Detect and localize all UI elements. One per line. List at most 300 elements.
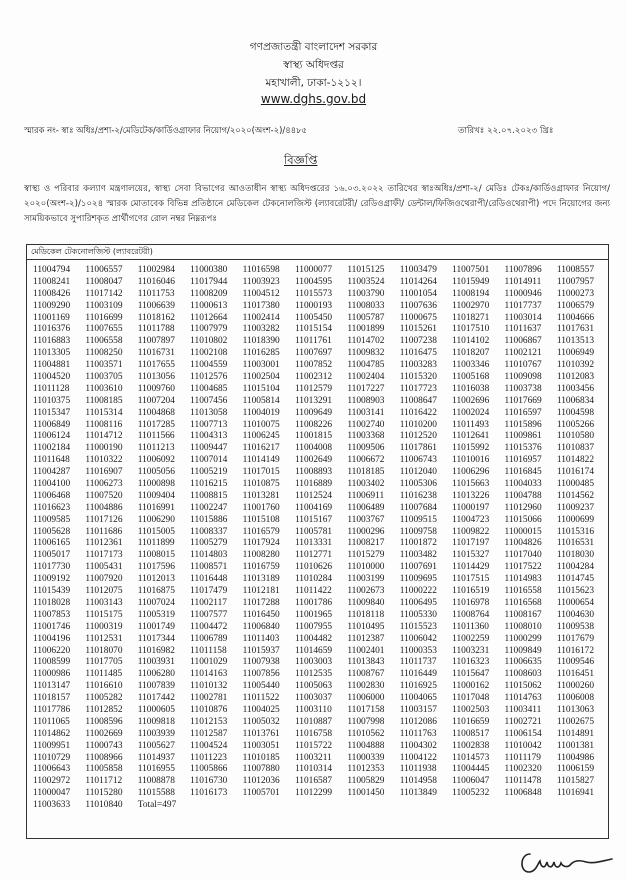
roll-number: 11012086 — [399, 716, 437, 727]
roll-number: 11004482 — [294, 633, 333, 644]
roll-number: 11010626 — [294, 562, 333, 573]
roll-number: 11000380 — [190, 265, 228, 275]
roll-number: 11007636 — [399, 300, 437, 311]
roll-number: 11001965 — [294, 609, 333, 620]
roll-number: 11012520 — [399, 431, 437, 442]
roll-number: 11017126 — [85, 514, 123, 525]
roll-number: 11006008 — [556, 693, 595, 704]
roll-number: 11004100 — [33, 479, 71, 490]
roll-number: 11011213 — [137, 443, 175, 454]
roll-number: 11016422 — [399, 407, 437, 418]
roll-number: 11009695 — [399, 574, 437, 585]
roll-number: 11001786 — [294, 597, 333, 608]
roll-number: 11016558 — [504, 586, 542, 597]
roll-number: 11007577 — [190, 609, 228, 620]
roll-number: 11004284 — [556, 562, 595, 573]
roll-number: 11013281 — [242, 490, 280, 501]
roll-number: 11001749 — [137, 621, 175, 632]
roll-number: 11008337 — [190, 526, 228, 537]
roll-number: 11002401 — [347, 645, 385, 656]
roll-number: 11008217 — [347, 538, 385, 549]
roll-number: 11017705 — [85, 657, 123, 668]
roll-number: 11008015 — [137, 550, 175, 561]
roll-number: 11006296 — [452, 467, 490, 478]
roll-number: 11016730 — [190, 776, 228, 787]
roll-number: 11017730 — [33, 562, 71, 573]
roll-number: 11016597 — [504, 407, 542, 418]
roll-number: 11018157 — [33, 693, 71, 704]
roll-number: 11003051 — [242, 740, 280, 751]
roll-number: 11014163 — [190, 669, 228, 680]
roll-number: 11010887 — [294, 716, 333, 727]
roll-number: 11007897 — [137, 336, 175, 347]
roll-number: 11005063 — [294, 681, 333, 692]
roll-number: 11002669 — [85, 728, 123, 739]
roll-number: 11017048 — [452, 693, 490, 704]
roll-number: 11011712 — [85, 776, 123, 787]
roll-number: 11017655 — [137, 360, 175, 371]
roll-number: 11006000 — [347, 693, 385, 704]
roll-number: 11000986 — [33, 669, 71, 680]
roll-number: 11000047 — [33, 788, 71, 799]
roll-number: 11017142 — [85, 288, 123, 299]
roll-number: 11009832 — [347, 348, 385, 359]
roll-number: 11006124 — [33, 431, 71, 442]
roll-number: 11012013 — [137, 574, 175, 585]
roll-number: 11008116 — [85, 419, 123, 430]
roll-number: 11006092 — [137, 455, 175, 466]
roll-number: 11010016 — [452, 455, 490, 466]
roll-number: 11008966 — [85, 752, 123, 763]
roll-number: 11000353 — [399, 645, 437, 656]
roll-number: 11010185 — [242, 752, 280, 763]
roll-number: 11016531 — [556, 538, 595, 549]
roll-number: 11016376 — [33, 324, 71, 335]
roll-number: 11016568 — [504, 597, 542, 608]
roll-number: 11018030 — [556, 550, 595, 561]
roll-number: 11004524 — [190, 740, 228, 751]
roll-number: 11010392 — [556, 360, 595, 371]
roll-number: 11013843 — [347, 657, 385, 668]
roll-number: 11014911 — [504, 276, 542, 287]
roll-number: 11002984 — [137, 265, 175, 275]
roll-number: 11007456 — [190, 395, 228, 406]
roll-number: 11004025 — [242, 704, 280, 715]
roll-number: 11001899 — [347, 324, 385, 335]
roll-number: 11004794 — [33, 265, 71, 275]
roll-number: 11002259 — [452, 633, 490, 644]
roll-number: 11007684 — [399, 502, 437, 513]
roll-number: 11014264 — [399, 276, 437, 287]
roll-number: 11015154 — [294, 324, 333, 335]
roll-number: 11001054 — [399, 288, 437, 299]
roll-number: 11009447 — [190, 443, 228, 454]
roll-number: 11015108 — [242, 514, 280, 525]
roll-number: 11005829 — [347, 776, 385, 787]
roll-number: 11017679 — [556, 633, 595, 644]
roll-number: 11002117 — [190, 597, 227, 608]
roll-number: 11003001 — [242, 360, 280, 371]
roll-number: 11016875 — [137, 586, 175, 597]
roll-number: 11000015 — [504, 526, 542, 537]
roll-number: 11013305 — [33, 348, 71, 359]
roll-number-table — [26, 244, 609, 839]
roll-number: 11003738 — [504, 383, 542, 394]
roll-number: 11007938 — [242, 657, 280, 668]
memo-date: তারিখঃ ২২.০৭.২০২৩ খ্রিঃ — [458, 126, 554, 136]
roll-number: 11002675 — [556, 716, 595, 727]
roll-number: 11017737 — [504, 300, 542, 311]
roll-number: 11006159 — [556, 764, 595, 775]
roll-number: 11007880 — [242, 764, 280, 775]
roll-number: 11003143 — [85, 597, 123, 608]
roll-number: 11009760 — [137, 383, 175, 394]
roll-number: 11006635 — [504, 657, 542, 668]
roll-number: 11016448 — [190, 574, 228, 585]
roll-number: 11005266 — [556, 419, 595, 430]
roll-number: 11016759 — [242, 562, 280, 573]
roll-number: 11016610 — [85, 681, 123, 692]
roll-number: 11007853 — [33, 609, 71, 620]
roll-number: 11009192 — [33, 574, 71, 585]
roll-number: 11005232 — [452, 788, 490, 799]
roll-number: 11014803 — [190, 550, 228, 561]
roll-number: 11007856 — [242, 669, 280, 680]
header-website-link[interactable]: www.dghs.gov.bd — [260, 92, 367, 106]
roll-number: 11012531 — [85, 633, 123, 644]
roll-number: 11011637 — [504, 324, 542, 335]
roll-number: 11001746 — [33, 621, 71, 632]
roll-number: 11004019 — [242, 407, 280, 418]
roll-number: 11009237 — [556, 502, 595, 513]
roll-number: 11005017 — [33, 550, 71, 561]
roll-number: 11002970 — [452, 300, 490, 311]
roll-number: 11015280 — [85, 788, 123, 799]
roll-number: 11017285 — [137, 419, 175, 430]
roll-number: 11000898 — [137, 479, 175, 490]
roll-number: 11007713 — [190, 419, 228, 430]
roll-number: 11008764 — [452, 609, 490, 620]
roll-number: 11009840 — [347, 597, 385, 608]
roll-number: 11001872 — [399, 538, 437, 549]
roll-number: 11010284 — [294, 574, 333, 585]
roll-number: 11015573 — [294, 288, 333, 299]
roll-number: 11006643 — [33, 764, 71, 775]
roll-number: 11016449 — [399, 669, 437, 680]
roll-number: 11004559 — [190, 360, 228, 371]
roll-number: 11008194 — [452, 288, 490, 299]
roll-number: 11004169 — [294, 502, 333, 513]
roll-number: 11003705 — [85, 372, 123, 383]
roll-number: 11000197 — [452, 502, 490, 513]
roll-number: 11011478 — [504, 776, 542, 787]
roll-number: 11015663 — [452, 479, 490, 490]
roll-number: 11004868 — [137, 407, 175, 418]
roll-number: 11016982 — [137, 645, 175, 656]
roll-number: 11002404 — [347, 372, 385, 383]
roll-number: 11008426 — [33, 288, 71, 299]
roll-number: 11015175 — [85, 609, 123, 620]
roll-number: 11013147 — [33, 681, 71, 692]
roll-number: 11002721 — [504, 716, 542, 727]
roll-number: 11003633 — [33, 800, 71, 811]
roll-number: 11000743 — [85, 740, 123, 751]
roll-number: 11013063 — [556, 704, 595, 715]
roll-number: 11003003 — [294, 657, 333, 668]
roll-number: 11009818 — [137, 716, 175, 727]
roll-number: 11009546 — [556, 657, 595, 668]
roll-number: 11014562 — [556, 490, 595, 501]
roll-number: 11005628 — [33, 526, 71, 537]
roll-number: 11005858 — [85, 764, 123, 775]
roll-number: 11006579 — [556, 300, 595, 311]
roll-number: 11010322 — [85, 455, 123, 466]
roll-number: 11012299 — [294, 788, 333, 799]
roll-number: 11015588 — [137, 788, 175, 799]
roll-number: 11014983 — [504, 574, 542, 585]
roll-number: 11010200 — [399, 419, 437, 430]
roll-number: 11007839 — [137, 681, 175, 692]
roll-number: 11016699 — [85, 312, 123, 323]
roll-number: 11015647 — [452, 669, 490, 680]
roll-number: 11010837 — [556, 443, 595, 454]
roll-number: 11000654 — [556, 597, 595, 608]
roll-number: 11008767 — [347, 669, 385, 680]
roll-number: 11005440 — [242, 681, 280, 692]
roll-number: 11001029 — [190, 657, 228, 668]
roll-number: 11018207 — [452, 348, 490, 359]
roll-number: 11000605 — [137, 704, 175, 715]
roll-number: 11004008 — [294, 443, 333, 454]
roll-number: 11012387 — [347, 633, 385, 644]
roll-number: 11016941 — [556, 788, 595, 799]
roll-number: 11015279 — [347, 550, 385, 561]
roll-number: 11001760 — [242, 502, 280, 513]
roll-number: 11003790 — [347, 288, 385, 299]
roll-number: 11003479 — [399, 265, 437, 275]
roll-number: 11008047 — [85, 276, 123, 287]
roll-number: 11003402 — [347, 479, 385, 490]
roll-number: 11011938 — [399, 764, 437, 775]
roll-number: 11003368 — [347, 431, 385, 442]
roll-number: 11011065 — [33, 716, 70, 727]
roll-number: 11003931 — [137, 657, 175, 668]
roll-number: 11015261 — [399, 324, 437, 335]
roll-number: 11006848 — [504, 788, 542, 799]
roll-number: 11017631 — [556, 324, 595, 335]
roll-number: 11010802 — [190, 336, 228, 347]
roll-number: 11002320 — [504, 764, 542, 775]
roll-number: 11008571 — [190, 562, 228, 573]
roll-number: 11017515 — [452, 574, 490, 585]
roll-number: 11011753 — [137, 288, 175, 299]
roll-number: 11016450 — [242, 609, 280, 620]
roll-number: 11017442 — [137, 693, 175, 704]
roll-number: 11006280 — [137, 669, 175, 680]
roll-number: 11009849 — [504, 645, 542, 656]
roll-number: 11014958 — [399, 776, 437, 787]
roll-number: 11003157 — [399, 704, 437, 715]
roll-number: 11007204 — [137, 395, 175, 406]
roll-number: 11004065 — [399, 693, 437, 704]
roll-number: 11010314 — [294, 764, 333, 775]
roll-number: 11002108 — [190, 348, 228, 359]
roll-number: 11017344 — [137, 633, 175, 644]
signature-image — [516, 848, 616, 876]
roll-number: 11002830 — [347, 681, 385, 692]
roll-number: 11015886 — [190, 514, 228, 525]
roll-number: 11008903 — [347, 395, 385, 406]
roll-number: 11004122 — [399, 752, 437, 763]
roll-number: 11006290 — [137, 514, 175, 525]
roll-number: 11005866 — [190, 764, 228, 775]
roll-number: 11007655 — [85, 324, 123, 335]
roll-number: 11007238 — [399, 336, 437, 347]
roll-number: 11003571 — [85, 360, 123, 371]
roll-number: 11003411 — [504, 704, 542, 715]
roll-number: 11016731 — [137, 348, 175, 359]
roll-number: 11015896 — [504, 419, 542, 430]
roll-number: 11014573 — [452, 752, 490, 763]
roll-number: 11017015 — [242, 467, 280, 478]
roll-number: 11015125 — [347, 265, 385, 275]
roll-number: 11000485 — [556, 479, 595, 490]
roll-number: 11016758 — [294, 728, 333, 739]
roll-number: 11016451 — [556, 669, 595, 680]
roll-number: 11006840 — [242, 621, 280, 632]
roll-number: 11014937 — [137, 752, 175, 763]
roll-number: 11013226 — [452, 490, 490, 501]
roll-number: 11009649 — [294, 407, 333, 418]
roll-number: 11017510 — [452, 324, 490, 335]
roll-number: 11017380 — [242, 300, 280, 311]
roll-number: 11002121 — [504, 348, 542, 359]
roll-number: 11018070 — [85, 645, 123, 656]
roll-number: 11012036 — [242, 776, 280, 787]
roll-number: 11012641 — [452, 431, 490, 442]
roll-number: 11004986 — [556, 752, 595, 763]
roll-number: 11007697 — [294, 348, 333, 359]
roll-number: 11015992 — [452, 443, 490, 454]
roll-number: 11018162 — [137, 312, 175, 323]
roll-number: 11011566 — [137, 431, 175, 442]
roll-number: 11004630 — [556, 609, 595, 620]
roll-number: 11004888 — [347, 740, 385, 751]
roll-number: 11007024 — [137, 597, 175, 608]
roll-number: 11005701 — [242, 788, 280, 799]
roll-number: 11005330 — [399, 609, 437, 620]
roll-number: 11005814 — [242, 395, 280, 406]
roll-number: 11003283 — [399, 360, 437, 371]
roll-number: 11007014 — [190, 455, 228, 466]
roll-number: 11008878 — [137, 776, 175, 787]
roll-number: 11008647 — [399, 395, 437, 406]
roll-number: 11012153 — [190, 716, 228, 727]
roll-number: 11005168 — [452, 372, 490, 383]
roll-number: 11006165 — [33, 538, 71, 549]
roll-number: 11007501 — [452, 265, 490, 275]
roll-number: 11011485 — [85, 669, 123, 680]
roll-number: 11005056 — [137, 467, 175, 478]
roll-number: 11017669 — [504, 395, 542, 406]
roll-number: 11003014 — [504, 312, 542, 323]
roll-number: 11009861 — [504, 431, 542, 442]
roll-number: 11015320 — [399, 372, 437, 383]
roll-number: 11005282 — [85, 693, 123, 704]
roll-number: 11006789 — [190, 633, 228, 644]
roll-number: 11016845 — [504, 467, 542, 478]
roll-number: 11015722 — [294, 740, 333, 751]
roll-number: 11006489 — [347, 502, 385, 513]
roll-number: 11006557 — [85, 265, 123, 275]
roll-number: 11008241 — [33, 276, 71, 287]
roll-number: 11000946 — [504, 288, 542, 299]
roll-number: 11000339 — [347, 752, 385, 763]
roll-number: 11005787 — [347, 312, 385, 323]
roll-number: 11009506 — [347, 443, 385, 454]
roll-number: 11003141 — [347, 407, 385, 418]
roll-number: 11011788 — [137, 324, 175, 335]
roll-number: 11018028 — [33, 597, 71, 608]
roll-number: 11010495 — [347, 621, 385, 632]
roll-number: 11007520 — [85, 490, 123, 501]
roll-number: 11003199 — [347, 574, 385, 585]
roll-number: 11003456 — [556, 383, 595, 394]
roll-number: 11002838 — [452, 740, 490, 751]
roll-number: 11000699 — [556, 514, 595, 525]
roll-number: 11010075 — [242, 419, 280, 430]
roll-number: 11011158 — [190, 645, 227, 656]
roll-number: 11016285 — [242, 348, 280, 359]
roll-number: 11010132 — [190, 681, 228, 692]
roll-number: 11015066 — [504, 514, 542, 525]
roll-number: 11016925 — [399, 681, 437, 692]
roll-number: 11003282 — [242, 324, 280, 335]
roll-number: 11003482 — [399, 550, 437, 561]
roll-number: 11008603 — [504, 669, 542, 680]
roll-number-grid — [33, 265, 609, 812]
roll-number: 11010729 — [33, 752, 71, 763]
roll-number: 11016587 — [294, 776, 333, 787]
roll-number: 11016579 — [242, 526, 280, 537]
roll-number: 11015937 — [242, 645, 280, 656]
roll-number: 11003110 — [294, 704, 332, 715]
roll-number: 11008226 — [294, 419, 333, 430]
roll-number: 11004472 — [190, 621, 228, 632]
roll-number: 11017786 — [33, 704, 71, 715]
roll-number: 11007896 — [504, 265, 542, 275]
roll-number: 11005219 — [190, 467, 228, 478]
roll-number: 11014862 — [33, 728, 71, 739]
roll-number: 11000613 — [190, 300, 228, 311]
roll-number: 11016238 — [399, 490, 437, 501]
roll-number: 11003037 — [294, 693, 333, 704]
roll-number: 11014702 — [347, 336, 385, 347]
roll-number: 11011360 — [452, 621, 489, 632]
roll-number: 11005781 — [294, 526, 333, 537]
roll-number: 11004723 — [452, 514, 490, 525]
table-heading: মেডিকেল টেকনোলজিস্ট (ল্যাবরেটরী) — [27, 245, 608, 260]
roll-number: 11015314 — [85, 407, 123, 418]
roll-number: 11011648 — [33, 455, 70, 466]
roll-number: 11013189 — [242, 574, 280, 585]
roll-number: 11017158 — [347, 704, 385, 715]
roll-number: 11004785 — [347, 360, 385, 371]
roll-number: 11000077 — [294, 265, 333, 275]
roll-number: 11014712 — [85, 431, 123, 442]
roll-number: 11002673 — [347, 586, 385, 597]
roll-number: 11012576 — [190, 372, 228, 383]
